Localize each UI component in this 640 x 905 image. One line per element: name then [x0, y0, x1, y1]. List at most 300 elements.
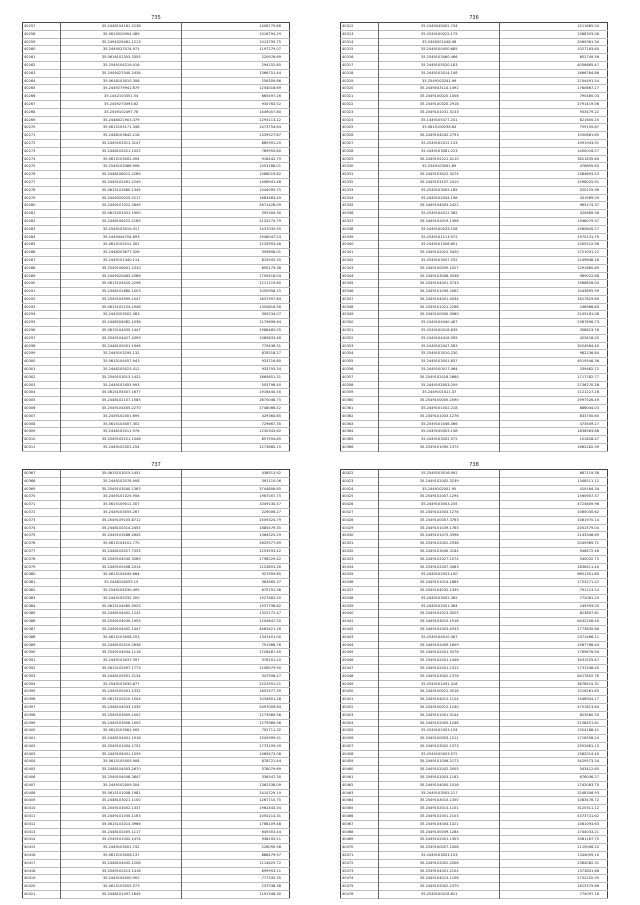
table-row: [23, 859, 290, 867]
row-id-cell: 40268: [23, 108, 61, 116]
code-cell: 35.2449104002.1447: [61, 625, 182, 633]
row-id-cell: 40419: [23, 875, 61, 883]
value-cell: 520125.98: [579, 187, 599, 192]
table-row: [341, 217, 608, 225]
value-cell: 431989.09: [579, 195, 599, 200]
row-id-cell: 40472: [341, 859, 379, 867]
table-row: [341, 649, 608, 657]
row-id-cell: 40275: [23, 163, 61, 171]
code-cell: 35.2449102001.364: [379, 602, 500, 610]
table-row: [341, 547, 608, 555]
row-id-cell: 40451: [341, 696, 379, 704]
table-row: [23, 93, 290, 101]
value-cell: 1968465.05: [259, 328, 281, 333]
value-cell: 2629377.89: [259, 541, 281, 546]
table-row: [23, 524, 290, 532]
row-id-cell: 40414: [23, 836, 61, 844]
code-cell: 35.1442103351.54: [61, 93, 182, 101]
code-cell: 35.2549103013.1432: [61, 373, 182, 381]
row-id-cell: 40405: [23, 766, 61, 774]
value-cell: 1348511.12: [577, 478, 599, 483]
value-cell: 1016794.29: [259, 31, 281, 36]
table-row: [23, 758, 290, 766]
table-row: [341, 727, 608, 735]
table-row: [341, 139, 608, 147]
code-cell: 35.2449040002.734: [379, 23, 500, 31]
value-cell: 1089633.46: [259, 335, 281, 340]
value-cell: 1005212.96: [577, 242, 599, 247]
row-id-cell: 40471: [341, 852, 379, 860]
code-cell: 35.0615104101.770: [61, 540, 182, 548]
value-cell: 1885479.35: [259, 525, 281, 530]
row-id-cell: 40300: [23, 358, 61, 366]
value-cell: 1545999.51: [259, 736, 281, 741]
row-id-cell: 40443: [341, 633, 379, 641]
row-id-cell: 40465: [341, 805, 379, 813]
table-row: [23, 241, 290, 249]
value-cell: 1582014.40: [577, 751, 599, 756]
row-id-cell: 40303: [23, 381, 61, 389]
table-row: [23, 571, 290, 579]
value-cell: 938105.21: [261, 837, 281, 842]
table-row: [23, 516, 290, 524]
code-cell: 35.2549102001.1446: [379, 657, 500, 665]
value-cell: 1916440.50: [259, 390, 281, 395]
code-cell: 35.2549102003.134: [379, 727, 500, 735]
code-cell: 35.0615102013.3966: [61, 820, 182, 828]
row-id-cell: 40367: [23, 470, 61, 478]
value-cell: 1362338.09: [259, 782, 281, 787]
table-row: [23, 836, 290, 844]
table-row: [23, 46, 290, 54]
table-row: [341, 524, 608, 532]
row-id-cell: 40329: [341, 155, 379, 163]
table-row: [23, 797, 290, 805]
table-row: [341, 766, 608, 774]
row-id-cell: 40343: [341, 264, 379, 272]
code-cell: 35.2549104219.416: [61, 61, 182, 69]
code-cell: 35.0615104045.664: [61, 571, 182, 579]
page-number: 737: [151, 462, 161, 468]
value-cell: 2509324.79: [259, 517, 281, 522]
row-id-cell: 40455: [341, 727, 379, 735]
value-cell: 1469473.08: [259, 751, 281, 756]
code-cell: 35.2449102001.254: [61, 444, 182, 452]
value-cell: 520685.58: [579, 211, 599, 216]
code-cell: 35.2449100020.1008: [379, 93, 500, 101]
code-cell: 35.2449104040.467: [379, 319, 500, 327]
table-row: [23, 618, 290, 626]
table-row: [23, 77, 290, 85]
code-cell: 35.2449104000.902: [61, 875, 182, 883]
row-id-cell: 40267: [23, 100, 61, 108]
row-id-cell: 40410: [23, 805, 61, 813]
value-cell: 1044095.75: [259, 187, 281, 192]
value-cell: 2051579.04: [577, 525, 599, 530]
row-id-cell: 40436: [341, 579, 379, 587]
value-cell: 220976.69: [261, 55, 281, 60]
row-id-cell: 40366: [341, 444, 379, 452]
code-cell: 35.2448102107.1585: [61, 397, 182, 405]
row-id-cell: 40462: [341, 781, 379, 789]
code-cell: 35.2448102011.976: [61, 428, 182, 436]
table-row: [341, 696, 608, 704]
value-cell: 777335.35: [261, 876, 281, 881]
table-row: [23, 844, 290, 852]
value-cell: 2410729.19: [259, 790, 281, 795]
code-cell: 35.0615201431.1950: [61, 210, 182, 218]
code-cell: 35.2549100018.621: [379, 891, 500, 899]
row-id-cell: 40386: [23, 618, 61, 626]
table-row: [341, 805, 608, 813]
table-row: [23, 210, 290, 218]
table-row: [23, 852, 290, 860]
row-id-cell: 40274: [23, 155, 61, 163]
code-cell: 35.2449102491.2249: [61, 178, 182, 186]
row-id-cell: 40336: [341, 210, 379, 218]
value-cell: 1273660.15: [259, 445, 281, 450]
row-id-cell: 40377: [23, 547, 61, 555]
code-cell: 35.2449103003.153: [379, 852, 500, 860]
code-cell: 35.2449102002.3005: [379, 766, 500, 774]
row-id-cell: 40346: [341, 288, 379, 296]
table-row: [341, 477, 608, 485]
value-cell: 436513.92: [261, 471, 281, 475]
value-cell: 2387696.73: [577, 320, 599, 325]
table-row: [23, 342, 290, 350]
value-cell: 429364.65: [261, 413, 281, 418]
row-id-cell: 40345: [341, 280, 379, 288]
value-cell: 2744491.54: [577, 78, 599, 83]
row-id-cell: 40307: [23, 412, 61, 420]
row-id-cell: 40375: [23, 532, 61, 540]
table-row: [341, 789, 608, 797]
value-cell: 294152.65: [261, 62, 281, 67]
code-cell: 35.2449101006.2173: [379, 758, 500, 766]
value-cell: 2552681.13: [577, 743, 599, 748]
code-cell: 35.2449101440.114: [61, 256, 182, 264]
row-id-cell: 40440: [341, 610, 379, 618]
value-cell: 1709416.04: [259, 273, 281, 278]
row-id-cell: 40298: [23, 342, 61, 350]
code-cell: 35.2549103002.1337: [61, 805, 182, 813]
code-cell: 35.2549104030.495: [61, 586, 182, 594]
table-row: [23, 319, 290, 327]
code-cell: 35.2549103007.532: [379, 256, 500, 264]
row-id-cell: 40423: [341, 477, 379, 485]
code-cell: 35.0616102353.3355: [61, 54, 182, 62]
code-cell: 35.0615103005.573: [61, 883, 182, 891]
row-id-cell: 40418: [23, 867, 61, 875]
value-cell: 1197279.07: [259, 47, 281, 52]
table-row: [23, 579, 290, 587]
code-cell: 35.2449102001.695: [61, 412, 182, 420]
code-cell: 35.2549103010.1350: [379, 797, 500, 805]
table-row: [23, 366, 290, 374]
table-row: [23, 735, 290, 743]
table-row: [23, 891, 290, 899]
row-id-cell: 40434: [341, 563, 379, 571]
code-cell: 35.2449101031.3133: [379, 108, 500, 116]
table-row: [23, 272, 290, 280]
value-cell: 3381167.75: [577, 837, 599, 842]
table-row: [341, 797, 608, 805]
row-id-cell: 40337: [341, 217, 379, 225]
row-id-cell: 40448: [341, 672, 379, 680]
value-cell: 965274.37: [579, 203, 599, 208]
row-id-cell: 40356: [341, 366, 379, 374]
value-cell: 2105161.08: [577, 312, 599, 317]
page-737: [22, 461, 290, 899]
table-row: [23, 288, 290, 296]
value-cell: 2069361.34: [577, 39, 599, 44]
code-cell: 35.2449101002.218: [379, 405, 500, 413]
value-cell: 1273989.56: [259, 712, 281, 717]
row-id-cell: 40382: [23, 586, 61, 594]
row-id-cell: 40415: [23, 844, 61, 852]
value-cell: 2670046.75: [259, 398, 281, 403]
value-cell: 592309.30: [261, 211, 281, 216]
row-id-cell: 40365: [341, 436, 379, 444]
table-row: [341, 46, 608, 54]
code-cell: 35.2449102019.1396: [379, 217, 500, 225]
row-id-cell: 40449: [341, 680, 379, 688]
value-cell: 1043695.99: [577, 289, 599, 294]
code-cell: 35.2549101021.2268: [379, 303, 500, 311]
value-cell: 1400016.27: [577, 148, 599, 153]
code-cell: 35.2449102001.2103: [379, 813, 500, 821]
value-cell: 1511665.04: [577, 24, 599, 28]
page-738: [340, 461, 608, 899]
table-row: [341, 124, 608, 132]
row-id-cell: 40437: [341, 586, 379, 594]
row-id-cell: 40271: [23, 132, 61, 140]
value-cell: 790485.03: [579, 94, 599, 99]
value-cell: 927959.85: [261, 572, 281, 577]
table-row: [23, 727, 290, 735]
table-row: [341, 342, 608, 350]
row-id-cell: 40430: [341, 532, 379, 540]
table-row: [341, 444, 608, 452]
table-row: [341, 470, 608, 478]
table-row: [23, 381, 290, 389]
value-cell: 1524188.41: [577, 728, 599, 733]
table-row: [341, 108, 608, 116]
code-cell: 35.2549106001.2310: [61, 264, 182, 272]
code-cell: 35.2449270093.62: [61, 100, 182, 108]
value-cell: 1204647.50: [259, 619, 281, 624]
table-row: [341, 508, 608, 516]
code-cell: 35.2449279941.679: [61, 85, 182, 93]
page-number: 738: [469, 462, 479, 468]
data-table: [22, 469, 290, 899]
row-id-cell: 40398: [23, 711, 61, 719]
value-cell: 1613379.66: [577, 884, 599, 889]
table-row: [341, 272, 608, 280]
value-cell: 1366751.44: [259, 70, 281, 75]
row-id-cell: 40433: [341, 555, 379, 563]
value-cell: 1598025.91: [577, 179, 599, 184]
table-row: [23, 69, 290, 77]
code-cell: 35.2549104427.4399: [61, 334, 182, 342]
table-row: [341, 758, 608, 766]
code-cell: 35.0615104455.1447: [61, 327, 182, 335]
data-table: [340, 22, 608, 452]
code-cell: 35.2449102002.2379: [379, 883, 500, 891]
table-row: [23, 813, 290, 821]
code-cell: 35.2449101090.2062: [379, 288, 500, 296]
code-cell: 35.2549101113.972: [379, 233, 500, 241]
row-id-cell: 40257: [23, 23, 61, 31]
row-id-cell: 40464: [341, 797, 379, 805]
value-cell: 540032.75: [579, 556, 599, 561]
row-id-cell: 40376: [23, 540, 61, 548]
value-cell: 4724609.96: [577, 502, 599, 507]
value-cell: 2748066.52: [259, 406, 281, 411]
code-cell: 35.0615103006.137: [61, 852, 182, 860]
value-cell: 2752252.95: [577, 876, 599, 881]
table-row: [341, 178, 608, 186]
value-cell: 759155.67: [579, 125, 599, 130]
row-id-cell: 40328: [341, 147, 379, 155]
value-cell: 1253593.42: [259, 548, 281, 553]
value-cell: 1108979.90: [259, 665, 281, 670]
row-id-cell: 40416: [23, 852, 61, 860]
value-cell: 1279989.96: [259, 720, 281, 725]
value-cell: 4919546.36: [577, 359, 599, 364]
table-row: [23, 508, 290, 516]
row-id-cell: 40384: [23, 602, 61, 610]
code-cell: 35.0615103480.1345: [61, 186, 182, 194]
code-cell: 35.2449100000.3960: [379, 311, 500, 319]
table-row: [23, 303, 290, 311]
value-cell: 1013795.75: [259, 39, 281, 44]
code-cell: 35.2449103010.1916: [379, 618, 500, 626]
code-cell: 35.2449100059.1027: [379, 264, 500, 272]
code-cell: 35.2549103030.877: [61, 680, 182, 688]
code-cell: 35.0615103008.253: [61, 633, 182, 641]
row-id-cell: 40325: [341, 124, 379, 132]
value-cell: 2223391.21: [259, 681, 281, 686]
code-cell: 35.2449103286.2645: [61, 532, 182, 540]
code-cell: 35.0615104407.1677: [61, 389, 182, 397]
code-cell: 35.2449102001.95: [379, 485, 500, 493]
table-row: [341, 516, 608, 524]
row-id-cell: 40264: [23, 77, 61, 85]
table-row: [23, 61, 290, 69]
row-id-cell: 40425: [341, 493, 379, 501]
table-row: [341, 241, 608, 249]
code-cell: 35.2549103040.1363: [61, 485, 182, 493]
page-735: [22, 14, 290, 452]
table-row: [341, 405, 608, 413]
value-cell: 774097.16: [579, 892, 599, 897]
row-id-cell: 40278: [23, 186, 61, 194]
code-cell: 35.2449103002.362: [379, 594, 500, 602]
code-cell: 35.2449103107.2410: [379, 178, 500, 186]
row-id-cell: 40333: [341, 186, 379, 194]
value-cell: 1760667.27: [577, 86, 599, 91]
table-row: [23, 563, 290, 571]
code-cell: 35.2449105001.1332: [61, 688, 182, 696]
table-row: [341, 38, 608, 46]
code-cell: 35.2449101025.958: [61, 493, 182, 501]
value-cell: 1744033.21: [577, 829, 599, 834]
table-row: [341, 485, 608, 493]
table-row: [341, 859, 608, 867]
row-id-cell: 40358: [341, 381, 379, 389]
code-cell: 35.0615103061.905: [61, 727, 182, 735]
row-id-cell: 40421: [23, 891, 61, 899]
code-cell: 35.2449104003.2422: [379, 202, 500, 210]
table-row: [341, 69, 608, 77]
code-cell: 35.2449102012.3420: [379, 249, 500, 257]
row-id-cell: 40406: [23, 774, 61, 782]
code-cell: 35.2449201048.98: [379, 38, 500, 46]
table-row: [23, 163, 290, 171]
code-cell: 35.2449100033.158: [379, 225, 500, 233]
code-cell: 35.2549103010.230: [379, 350, 500, 358]
code-cell: 35.0615101008.1981: [61, 789, 182, 797]
code-cell: 35.2449101075.3396: [379, 532, 500, 540]
row-id-cell: 40426: [341, 501, 379, 509]
code-cell: 35.2549104030.1955: [61, 618, 182, 626]
table-row: [341, 319, 608, 327]
row-id-cell: 40308: [23, 420, 61, 428]
value-cell: 665497.26: [261, 94, 281, 99]
table-row: [341, 719, 608, 727]
row-id-cell: 40469: [341, 836, 379, 844]
row-id-cell: 40313: [341, 30, 379, 38]
code-cell: 35.2449102014.1101: [379, 805, 500, 813]
row-id-cell: 40432: [341, 547, 379, 555]
row-id-cell: 40335: [341, 202, 379, 210]
row-id-cell: 40475: [341, 883, 379, 891]
code-cell: 35.2449043114.1492: [379, 85, 500, 93]
value-cell: 1034601.28: [259, 697, 281, 702]
table-row: [341, 610, 608, 618]
code-cell: 35.2449103001.742: [61, 844, 182, 852]
row-id-cell: 40387: [23, 625, 61, 633]
code-cell: 35.2549104001.3743: [379, 280, 500, 288]
value-cell: 1473754.64: [259, 125, 281, 130]
code-cell: 35.2449027074.971: [61, 46, 182, 54]
row-id-cell: 40261: [23, 54, 61, 62]
table-row: [341, 295, 608, 303]
value-cell: 578079.69: [261, 767, 281, 772]
table-row: [23, 38, 290, 46]
table-row: [23, 657, 290, 665]
value-cell: 3024564.40: [577, 343, 599, 348]
value-cell: 1254016.69: [259, 86, 281, 91]
code-cell: 35.2549104032.1345: [379, 586, 500, 594]
table-row: [341, 264, 608, 272]
table-row: [341, 163, 608, 171]
code-cell: 35.2448104002.1232: [61, 610, 182, 618]
row-id-cell: 40374: [23, 524, 61, 532]
table-row: [23, 147, 290, 155]
code-cell: 35.2549103019.417: [61, 225, 182, 233]
code-cell: 35.2549100320.2918: [379, 100, 500, 108]
code-cell: 35.0615102012.302: [61, 241, 182, 249]
table-row: [341, 742, 608, 750]
table-row: [341, 256, 608, 264]
value-cell: 1339527.67: [259, 133, 281, 138]
table-row: [341, 249, 608, 257]
row-id-cell: 40288: [23, 264, 61, 272]
code-cell: 35.2549104001.2104: [379, 867, 500, 875]
row-id-cell: 40272: [23, 139, 61, 147]
